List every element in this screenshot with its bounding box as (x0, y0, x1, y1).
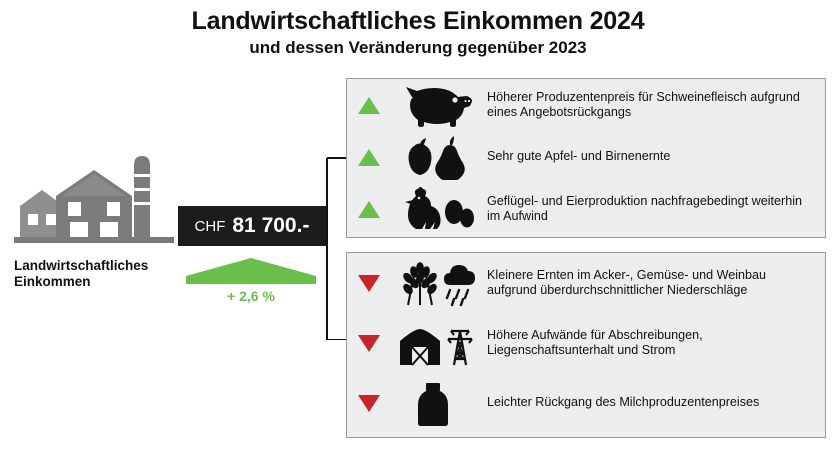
income-value-box (178, 206, 326, 246)
triangle-up-icon (357, 149, 381, 166)
triangle-up-icon (357, 97, 381, 114)
change-arrow-up-icon (186, 258, 316, 284)
list-item (347, 79, 825, 131)
list-item-text: Kleinere Ernten im Acker-, Gemüse- und Weinbau aufgrund überdurchschnittlicher Niederschläge (487, 267, 767, 297)
apple-pear-icon (389, 134, 481, 180)
barn-pylon-icon (389, 320, 481, 366)
farm-building-icon (14, 140, 174, 255)
list-item (347, 373, 825, 433)
pig-icon (389, 82, 481, 128)
negative-factors-panel (346, 252, 826, 438)
list-item-text: Höherer Produzentenpreis für Schweinefleisch aufgrund eines Angebotsrückgangs (487, 89, 800, 119)
triangle-up-icon (357, 201, 381, 218)
chicken-eggs-icon (389, 186, 481, 232)
currency-label: CHF (194, 217, 226, 235)
income-label: Landwirtschaftliches Einkommen (14, 258, 149, 289)
title-main: Landwirtschaftliches Einkommen 2024 (191, 7, 645, 35)
title-subtitle: und dessen Veränderung gegenüber 2023 (249, 38, 587, 57)
change-percentage: + 2,6 % (227, 288, 275, 304)
positive-factors-panel (346, 78, 826, 238)
income-amount: 81 700.- (232, 214, 310, 237)
list-item (347, 253, 825, 313)
triangle-down-icon (357, 395, 381, 412)
page-title (0, 6, 836, 59)
list-item-text: Höhere Aufwände für Abschreibungen, Liegenschaftsunterhalt und Strom (487, 327, 703, 357)
list-item-text: Geflügel- und Eierproduktion nachfragebedingt weiterhin im Aufwind (487, 193, 803, 223)
list-item (347, 313, 825, 373)
triangle-down-icon (357, 335, 381, 352)
list-item-text: Sehr gute Apfel- und Birnenernte (487, 149, 671, 164)
list-item (347, 131, 825, 183)
triangle-down-icon (357, 275, 381, 292)
list-item-text: Leichter Rückgang des Milchproduzentenpreises (487, 395, 760, 410)
milk-can-icon (389, 380, 481, 426)
connector-lines (326, 80, 348, 340)
wheat-rain-icon (389, 260, 481, 306)
list-item (347, 183, 825, 235)
